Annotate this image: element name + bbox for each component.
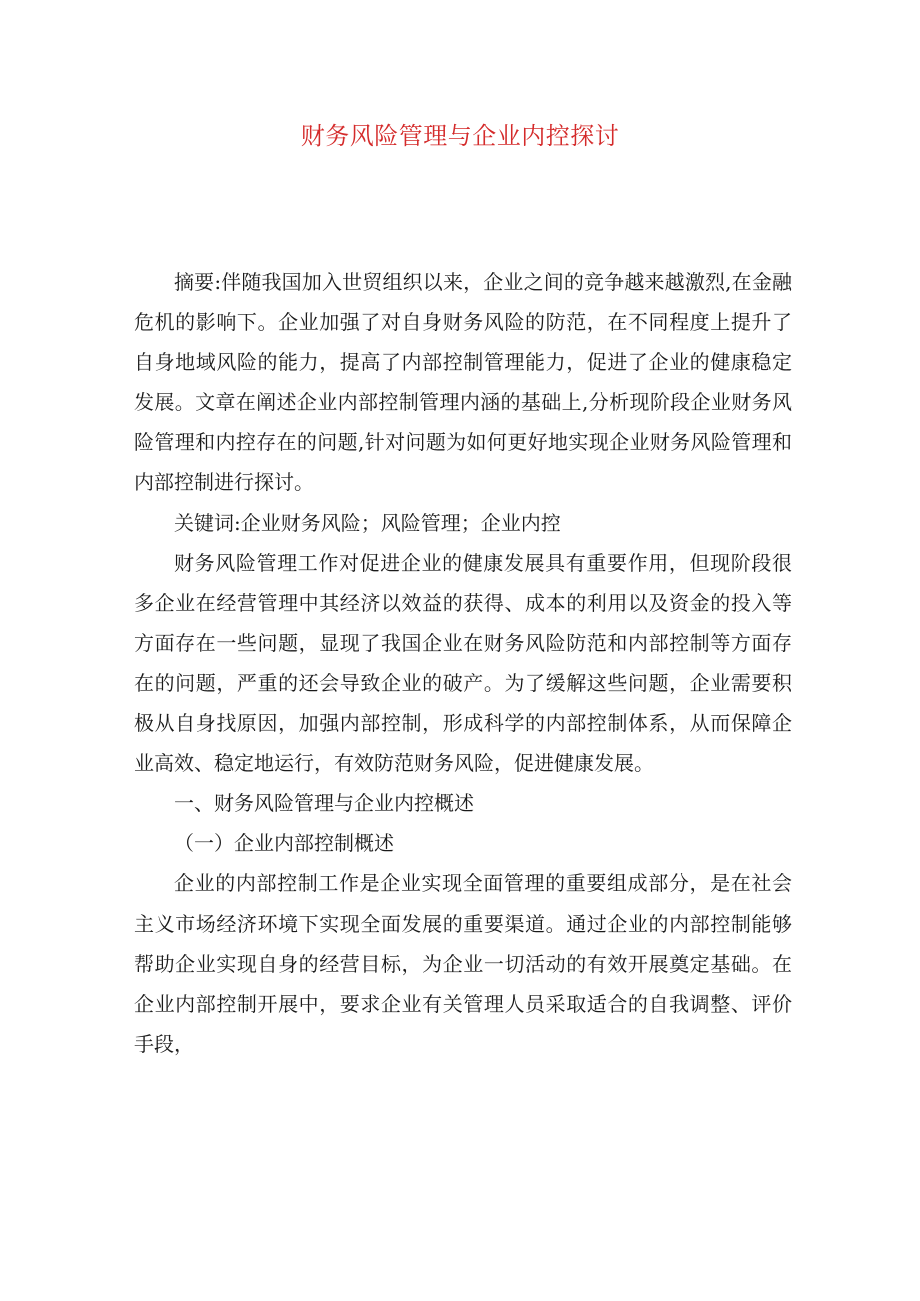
- subsection-paragraph: 企业的内部控制工作是企业实现全面管理的重要组成部分，是在社会主义市场经济环境下实现全面发展的重要渠道。通过企业的内部控制能够帮助企业实现自身的经营目标，为企业一切活动的有效开展奠定基础。在企业内部控制开展中，要求企业有关管理人员采取适合的自我调整、评价手段，: [134, 871, 792, 1056]
- subsection-heading: （一）企业内部控制概述: [174, 831, 394, 856]
- keywords-paragraph: 关键词:企业财务风险；风险管理；企业内控: [174, 510, 561, 535]
- document-body: [134, 262, 792, 1064]
- section-heading: 一、财务风险管理与企业内控概述: [174, 791, 474, 816]
- document-title: 财务风险管理与企业内控探讨: [300, 122, 620, 150]
- intro-paragraph: 财务风险管理工作对促进企业的健康发展具有重要作用，但现阶段很多企业在经营管理中其经济以效益的获得、成本的利用以及资金的投入等方面存在一些问题，显现了我国企业在财务风险防范和内部控制等方面存在的问题，严重的还会导致企业的破产。为了缓解这些问题，企业需要积极从自身找原因，加强内部控制，形成科学的内部控制体系，从而保障企业高效、稳定地运行，有效防范财务风险，促进健康发展。: [134, 550, 792, 776]
- abstract-paragraph: 摘要:伴随我国加入世贸组织以来，企业之间的竞争越来越激烈,在金融危机的影响下。企业加强了对自身财务风险的防范，在不同程度上提升了自身地域风险的能力，提高了内部控制管理能力，促进了企业的健康稳定发展。文章在阐述企业内部控制管理内涵的基础上,分析现阶段企业财务风险管理和内控存在的问题,针对问题为如何更好地实现企业财务风险管理和内部控制进行探讨。: [134, 270, 792, 495]
